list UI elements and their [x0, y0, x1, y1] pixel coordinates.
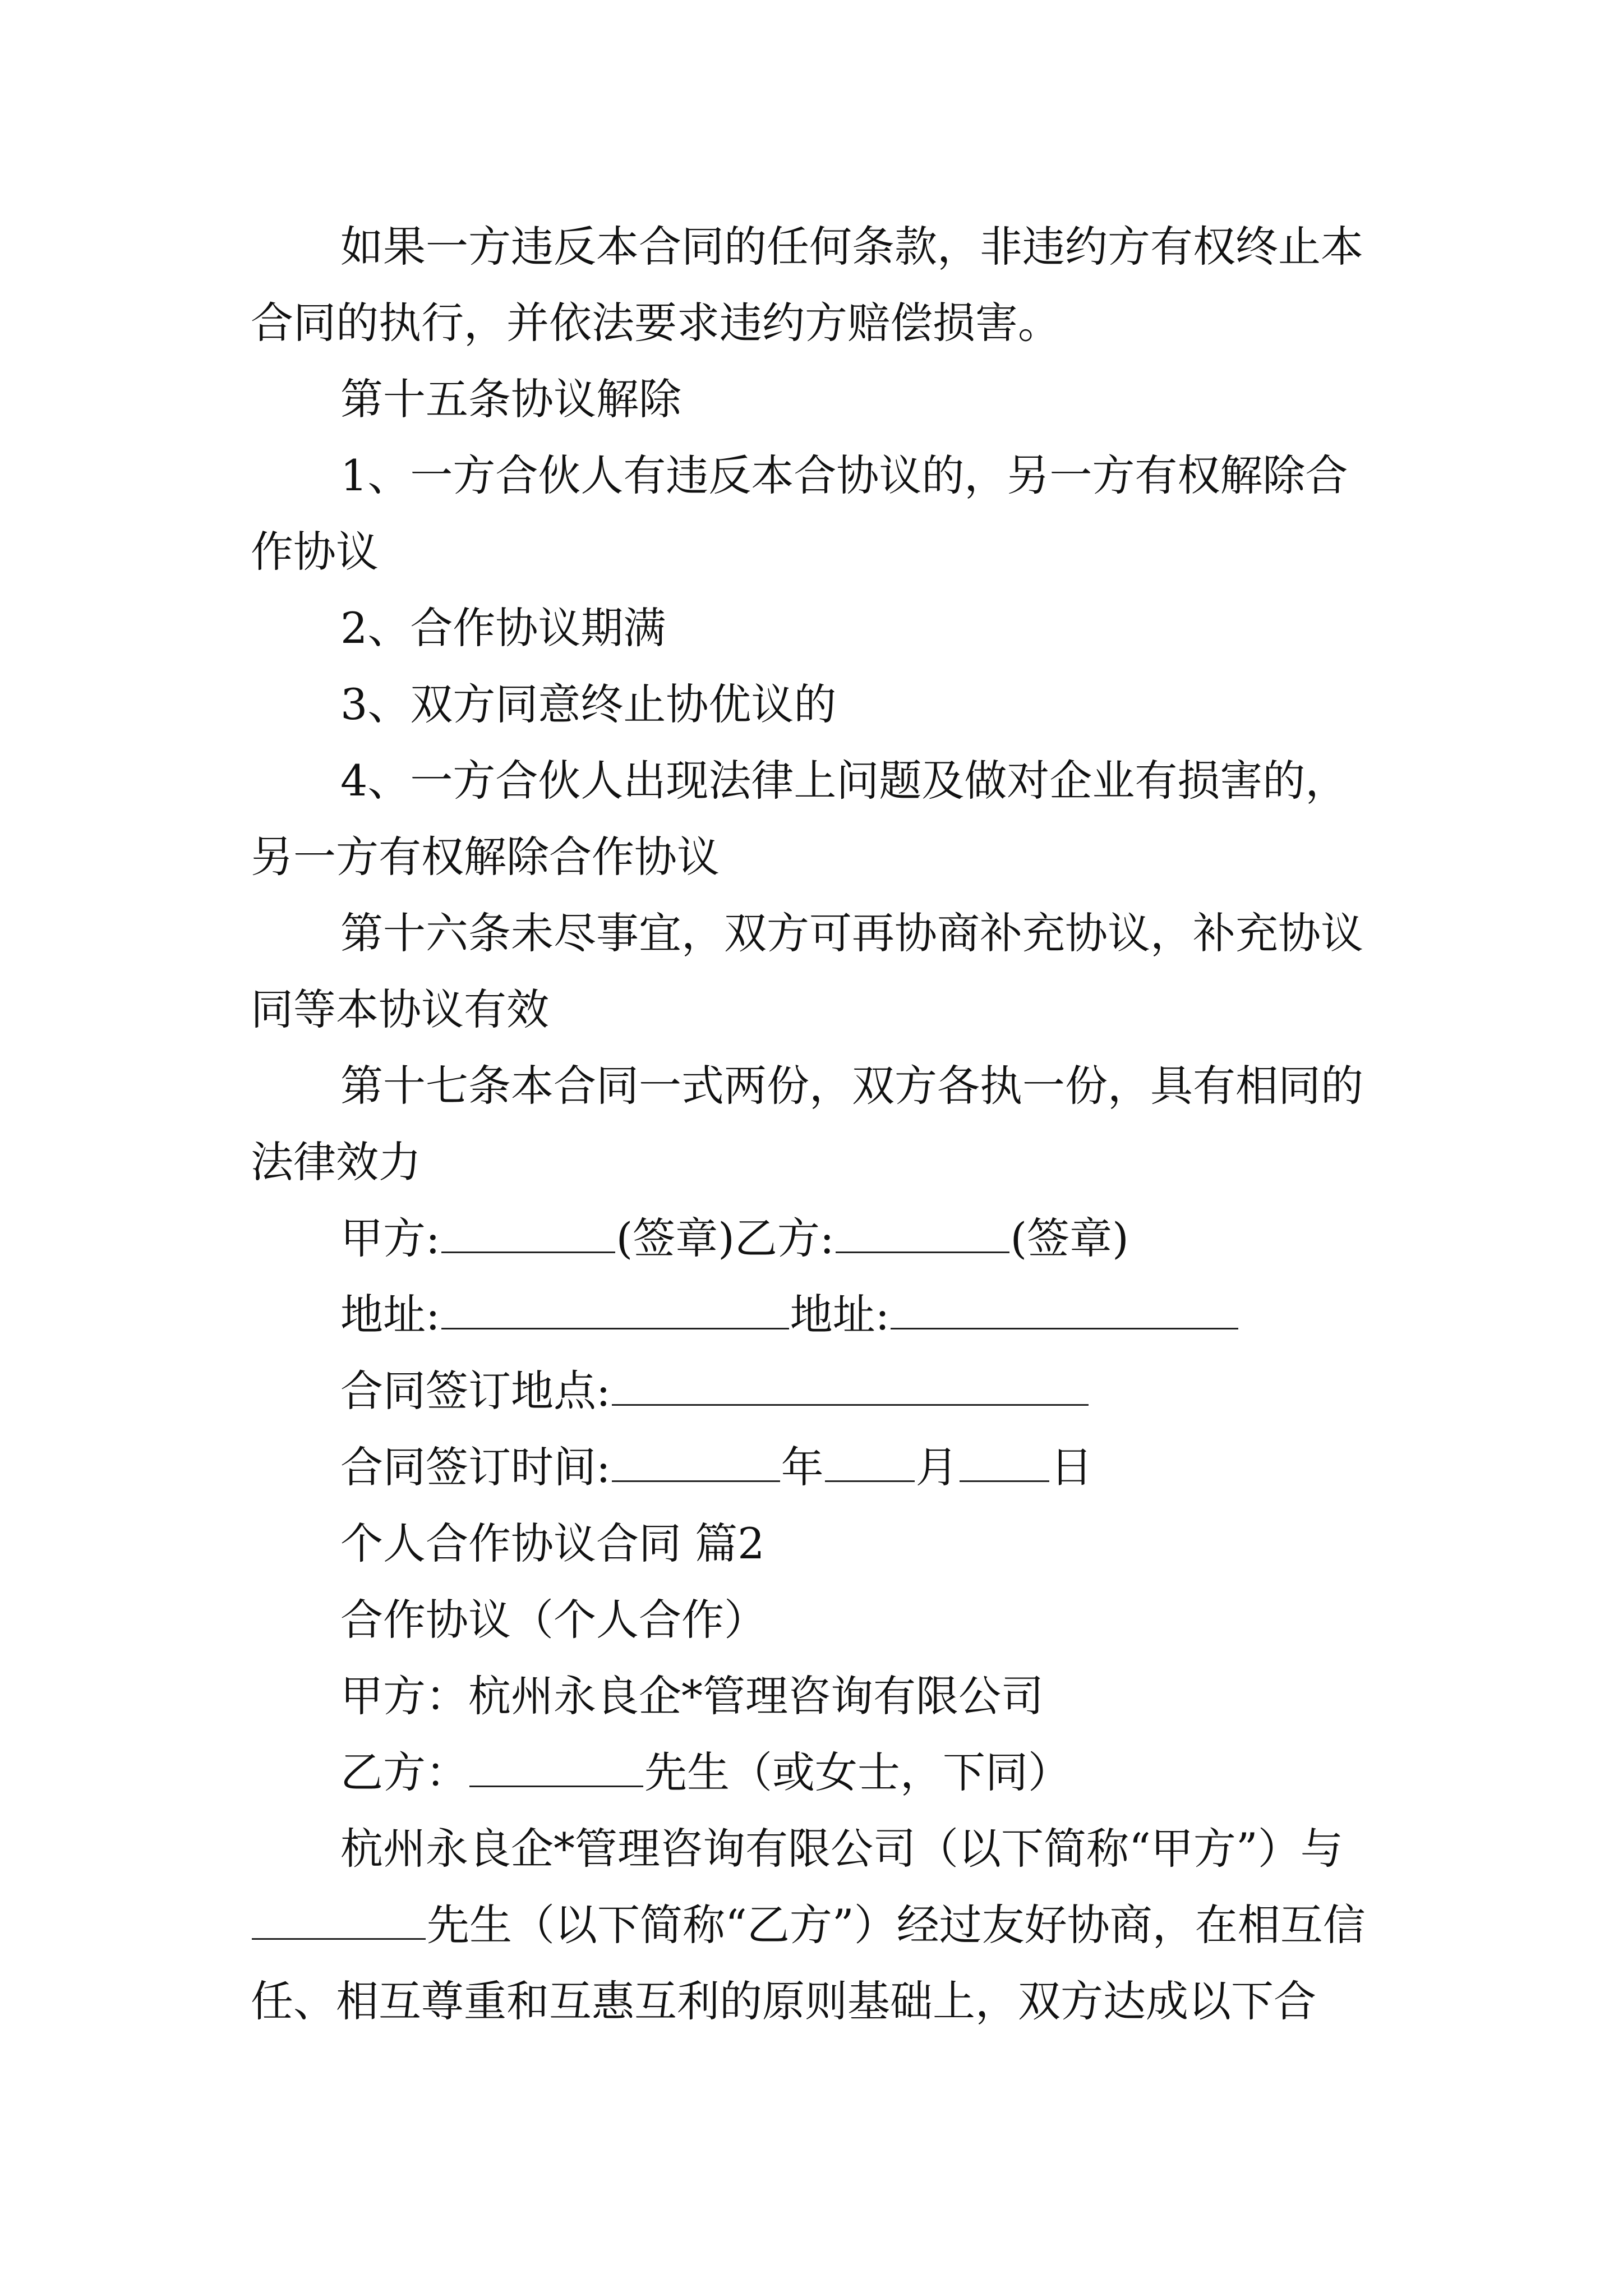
article-15-heading: 第十五条协议解除	[340, 374, 681, 424]
address-b-label: 地址:	[790, 1290, 890, 1340]
clause-4: 4、一方合伙人出现法律上问题及做对企业有损害的，另一方有权解除合作协议	[251, 756, 1348, 882]
month-label: 月	[915, 1442, 958, 1492]
clause-3: 3、双方同意终止协优议的	[340, 679, 837, 729]
article-16: 第十六条未尽事宜，双方可再协商补充协议，补充协议同等本协议有效	[251, 908, 1363, 1034]
day-label: 日	[1050, 1442, 1093, 1492]
party-b-name-blank	[469, 1747, 643, 1787]
intro-part-2: 先生（以下简称“乙方”）经过友好协商，在相互信任、相互尊重和互惠互利的原则基础上，双方达成以下合	[251, 1900, 1366, 2026]
party-b-label: 乙方:	[734, 1213, 834, 1263]
signature-address-line	[251, 1277, 1378, 1353]
section-2-party-a: 甲方：杭州永良企*管理咨询有限公司	[340, 1671, 1044, 1721]
article-17: 第十七条本合同一式两份，双方各执一份，具有相同的法律效力	[251, 1061, 1363, 1187]
party-b-blank	[836, 1213, 1009, 1253]
section-2-party-b	[251, 1734, 1378, 1811]
party-b-suffix: 先生（或女士，下同）	[644, 1747, 1071, 1797]
party-a-seal: (签章)	[616, 1213, 735, 1263]
signing-place-line	[251, 1353, 1378, 1429]
party-a-blank	[441, 1213, 615, 1253]
document-body	[251, 209, 1378, 2040]
paragraph-breach: 如果一方违反本合同的任何条款，非违约方有权终止本合同的执行，并依法要求违约方赔偿损害。	[251, 222, 1363, 348]
clause-2: 2、合作协议期满	[340, 603, 666, 653]
month-blank	[825, 1442, 915, 1482]
signing-time-line	[251, 1429, 1378, 1506]
year-blank	[612, 1442, 780, 1482]
party-b-prefix: 乙方：	[340, 1747, 468, 1797]
party-a-label: 甲方:	[340, 1213, 440, 1263]
intro-part-1: 杭州永良企*管理咨询有限公司（以下简称“甲方”）与	[340, 1824, 1343, 1874]
signing-place-label: 合同签订地点:	[340, 1366, 611, 1416]
signing-time-label: 合同签订时间:	[340, 1442, 611, 1492]
address-a-label: 地址:	[340, 1290, 440, 1340]
signature-parties-line	[251, 1200, 1378, 1277]
section-2-subtitle: 合作协议（个人合作）	[340, 1595, 767, 1645]
section-2-intro	[251, 1811, 1378, 2040]
clause-1: 1、一方合伙人有违反本合协议的，另一方有权解除合作协议	[251, 450, 1348, 577]
section-2-title: 个人合作协议合同 篇2	[340, 1519, 765, 1568]
party-b-seal: (签章)	[1010, 1213, 1129, 1263]
address-a-blank	[441, 1290, 789, 1329]
day-blank	[960, 1442, 1049, 1482]
signing-place-blank	[612, 1366, 1089, 1406]
intro-name-blank	[252, 1900, 426, 1940]
address-b-blank	[891, 1290, 1238, 1329]
year-label: 年	[781, 1442, 824, 1492]
